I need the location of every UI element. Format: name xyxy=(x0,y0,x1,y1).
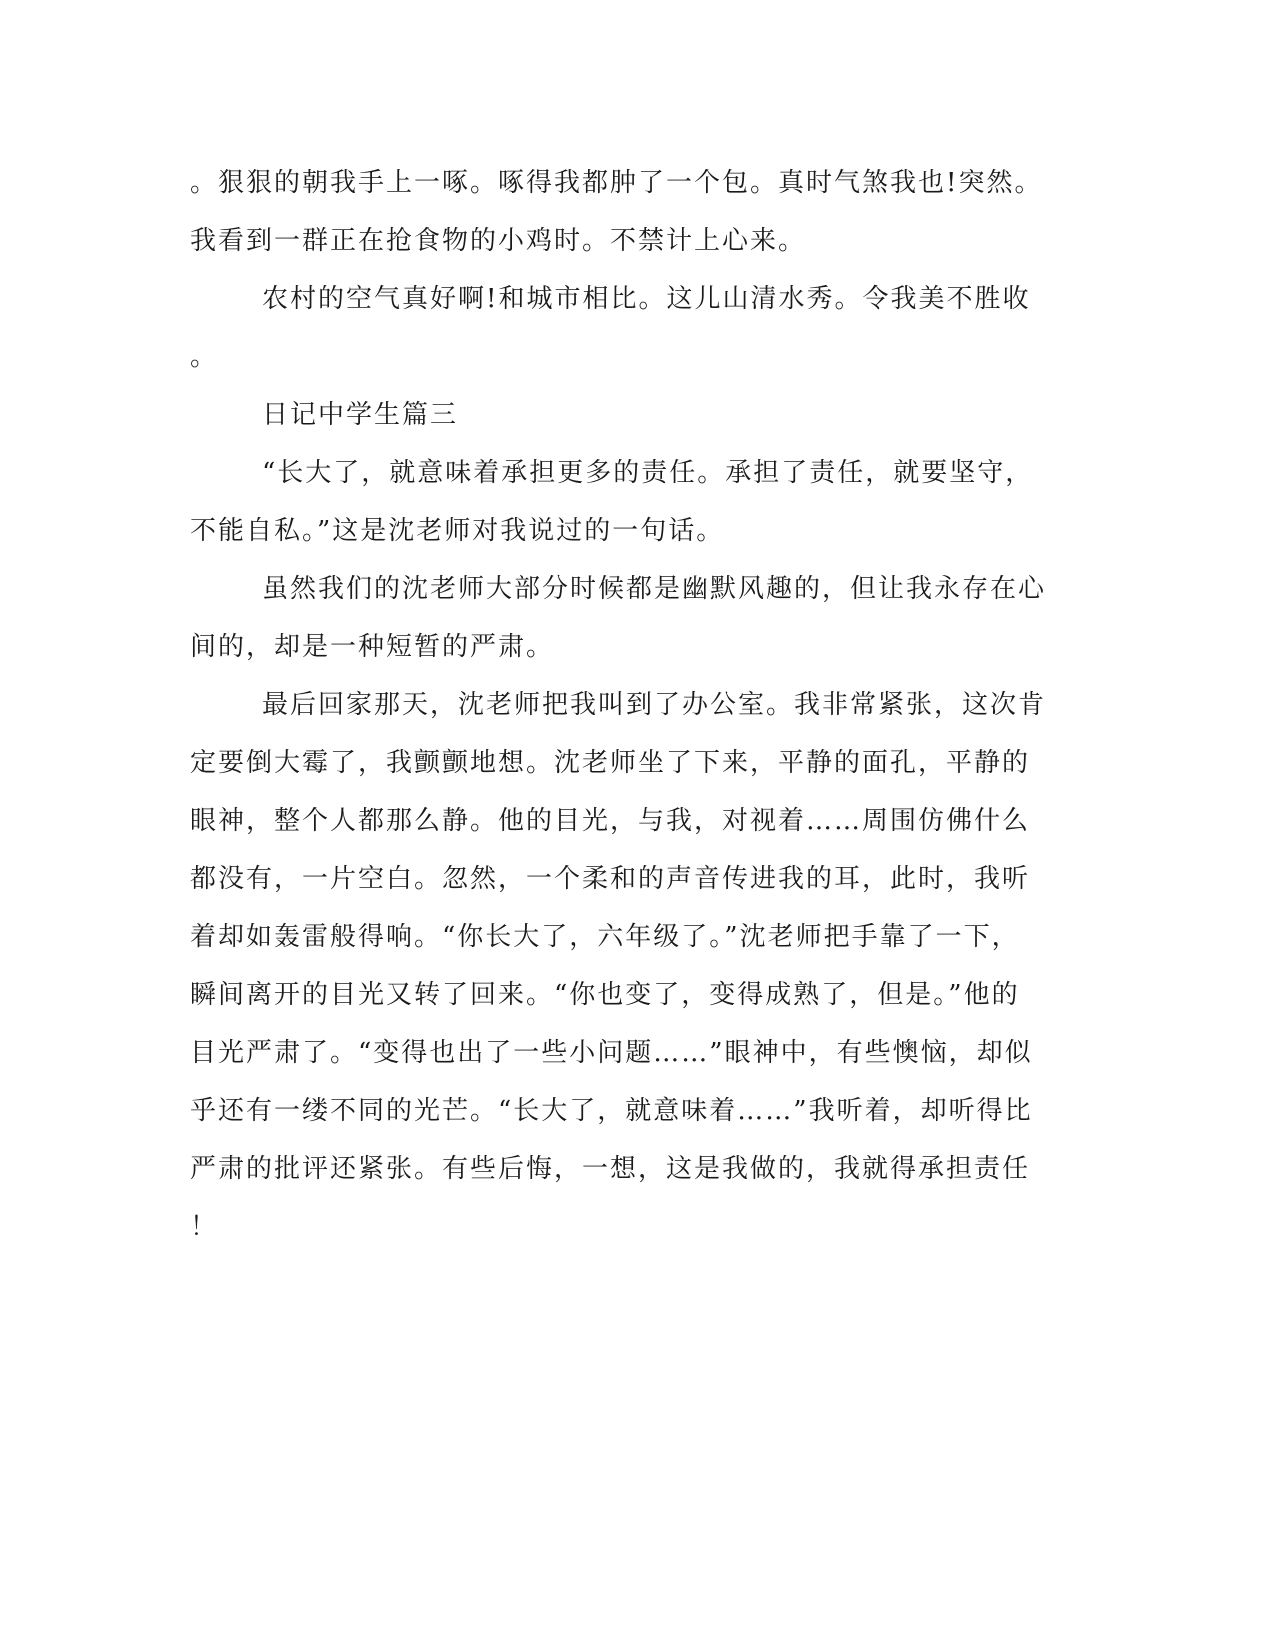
section-heading: 日记中学生篇三 xyxy=(262,400,459,430)
text-line-7: 不能自私。”这是沈老师对我说过的一句话。 xyxy=(190,516,725,546)
text-line-14: 着却如轰雷般得响。“你长大了，六年级了。”沈老师把手靠了一下， xyxy=(190,922,1020,952)
text-line-11: 定要倒大霉了，我颤颤地想。沈老师坐了下来，平静的面孔，平静的 xyxy=(190,748,1031,778)
text-line-13: 都没有，一片空白。忽然，一个柔和的声音传进我的耳，此时，我听 xyxy=(190,864,1031,894)
text-line-6: “长大了，就意味着承担更多的责任。承担了责任，就要坚守， xyxy=(262,458,1034,488)
text-line-4: 。 xyxy=(190,342,219,372)
text-line-9: 间的，却是一种短暂的严肃。 xyxy=(190,632,555,662)
text-line-16: 目光严肃了。“变得也出了一些小问题……”眼神中，有些懊恼，却似 xyxy=(190,1038,1033,1068)
text-line-19: ！ xyxy=(190,1212,219,1242)
text-line-15: 瞬间离开的目光又转了回来。“你也变了，变得成熟了，但是。”他的 xyxy=(190,980,1020,1010)
text-line-3: 农村的空气真好啊!和城市相比。这儿山清水秀。令我美不胜收 xyxy=(262,284,1031,314)
text-line-12: 眼神，整个人都那么静。他的目光，与我，对视着……周围仿佛什么 xyxy=(190,806,1031,836)
text-line-8: 虽然我们的沈老师大部分时候都是幽默风趣的，但让我永存在心 xyxy=(262,574,1047,604)
text-line-1: 。狠狠的朝我手上一啄。啄得我都肿了一个包。真时气煞我也!突然。 xyxy=(190,168,1043,198)
text-line-10: 最后回家那天，沈老师把我叫到了办公室。我非常紧张，这次肯 xyxy=(262,690,1047,720)
text-line-18: 严肃的批评还紧张。有些后悔，一想，这是我做的，我就得承担责任 xyxy=(190,1154,1031,1184)
text-line-17: 乎还有一缕不同的光芒。“长大了，就意味着……”我听着，却听得比 xyxy=(190,1096,1033,1126)
text-line-2: 我看到一群正在抢食物的小鸡时。不禁计上心来。 xyxy=(190,226,807,256)
